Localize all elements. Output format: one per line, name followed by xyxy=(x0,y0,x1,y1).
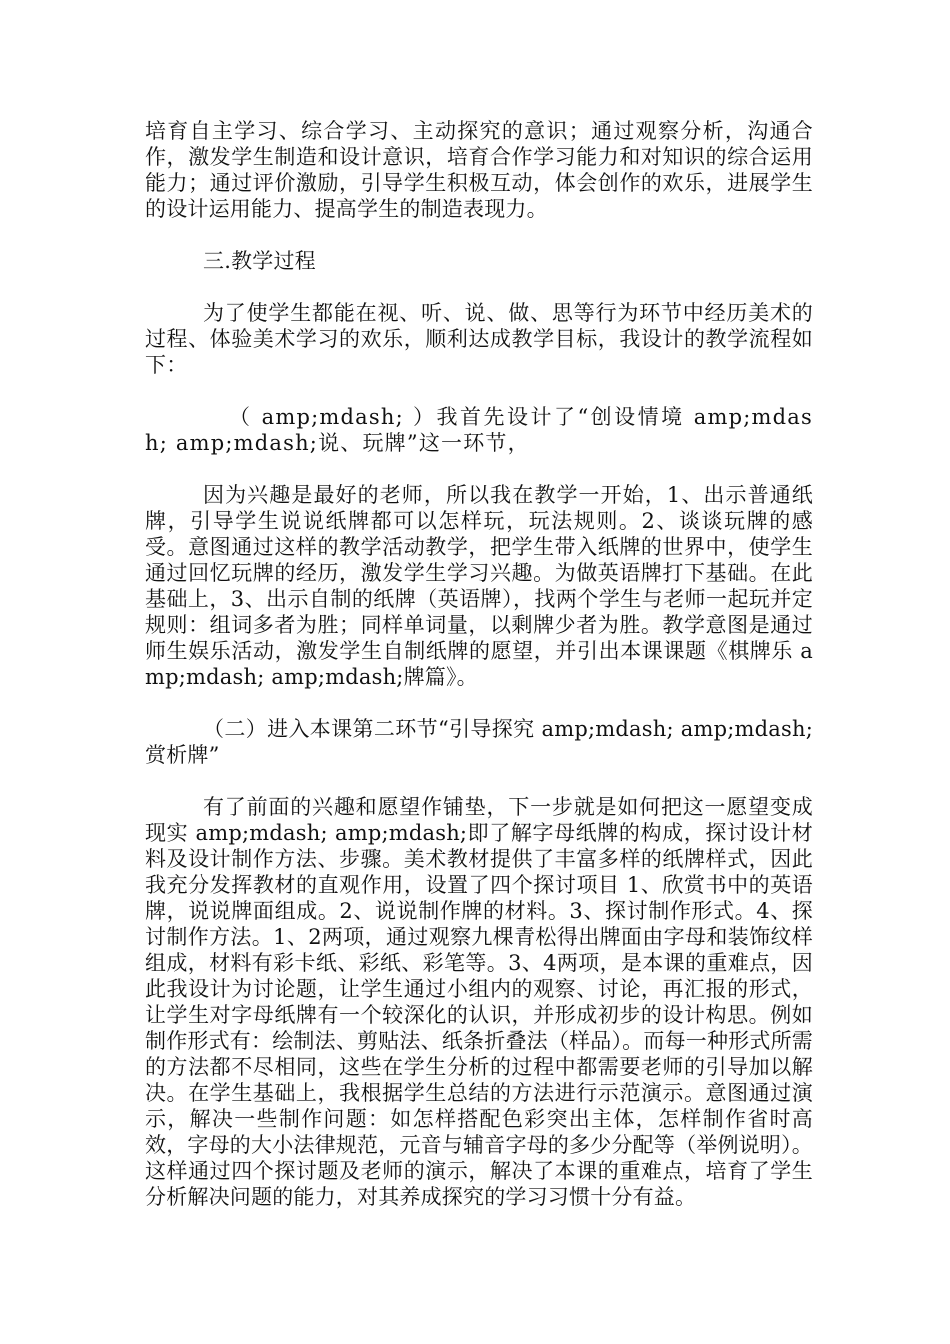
paragraph-step-one: 因为兴趣是最好的老师，所以我在教学一开始，1、出示普通纸牌，引导学生说说纸牌都可以怎样玩，玩法规则。2、谈谈玩牌的感受。意图通过这样的教学活动教学，把学生带入纸牌的世界中，使学生通过回忆玩牌的经历，激发学生学习兴趣。为做英语牌打下基础。在此基础上，3、出示自制的纸牌（英语牌），找两个学生与老师一起玩并定规则：组词多者为胜；同样单词量，以剩牌少者为胜。教学意图是通过师生娱乐活动，激发学生自制纸牌的愿望，并引出本课课题《棋牌乐 amp;mdash; amp;mdash;牌篇》。 xyxy=(145,483,813,689)
document-page xyxy=(145,118,813,1210)
subheading-step-one: （ amp;mdash; ）我首先设计了“创设情境 amp;mdash; amp;mdash;说、玩牌”这一环节， xyxy=(145,405,813,455)
paragraph-goals: 培育自主学习、综合学习、主动探究的意识；通过观察分析，沟通合作，激发学生制造和设计意识，培育合作学习能力和对知识的综合运用能力；通过评价激励，引导学生积极互动，体会创作的欢乐，进展学生的设计运用能力、提高学生的制造表现力。 xyxy=(145,119,813,221)
paragraph-step-two: 有了前面的兴趣和愿望作铺垫，下一步就是如何把这一愿望变成现实 amp;mdash; amp;mdash;即了解字母纸牌的构成，探讨设计材料及设计制作方法、步骤。美术教材提供了丰富多样的纸牌样式，因此我充分发挥教材的直观作用，设置了四个探讨项目 1、欣赏书中的英语牌，说说牌面组成。2、说说制作牌的材料。3、探讨制作形式。4、探讨制作方法。1、2两项，通过观察九棵青松得出牌面由字母和装饰纹样组成，材料有彩卡纸、彩纸、彩笔等。3、4两项，是本课的重难点，因此我设计为讨论题，让学生通过小组内的观察、讨论，再汇报的形式，让学生对字母纸牌有一个较深化的认识，并形成初步的设计构思。例如制作形式有：绘制法、剪贴法、纸条折叠法（样品）。而每一种形式所需的方法都不尽相同，这些在学生分析的过程中都需要老师的引导加以解决。在学生基础上，我根据学生总结的方法进行示范演示。意图通过演示，解决一些制作问题：如怎样搭配色彩突出主体，怎样制作省时高效，字母的大小法律规范，元音与辅音字母的多少分配等（举例说明）。这样通过四个探讨题及老师的演示，解决了本课的重难点，培育了学生分析解决问题的能力，对其养成探究的学习习惯十分有益。 xyxy=(145,795,813,1209)
section-heading-teaching-process: 三.教学过程 xyxy=(203,249,316,273)
paragraph-intro: 为了使学生都能在视、听、说、做、思等行为环节中经历美术的过程、体验美术学习的欢乐，顺利达成教学目标，我设计的教学流程如下： xyxy=(145,301,813,377)
subheading-step-two: （二）进入本课第二环节“引导探究 amp;mdash; amp;mdash;赏析牌” xyxy=(145,717,813,767)
